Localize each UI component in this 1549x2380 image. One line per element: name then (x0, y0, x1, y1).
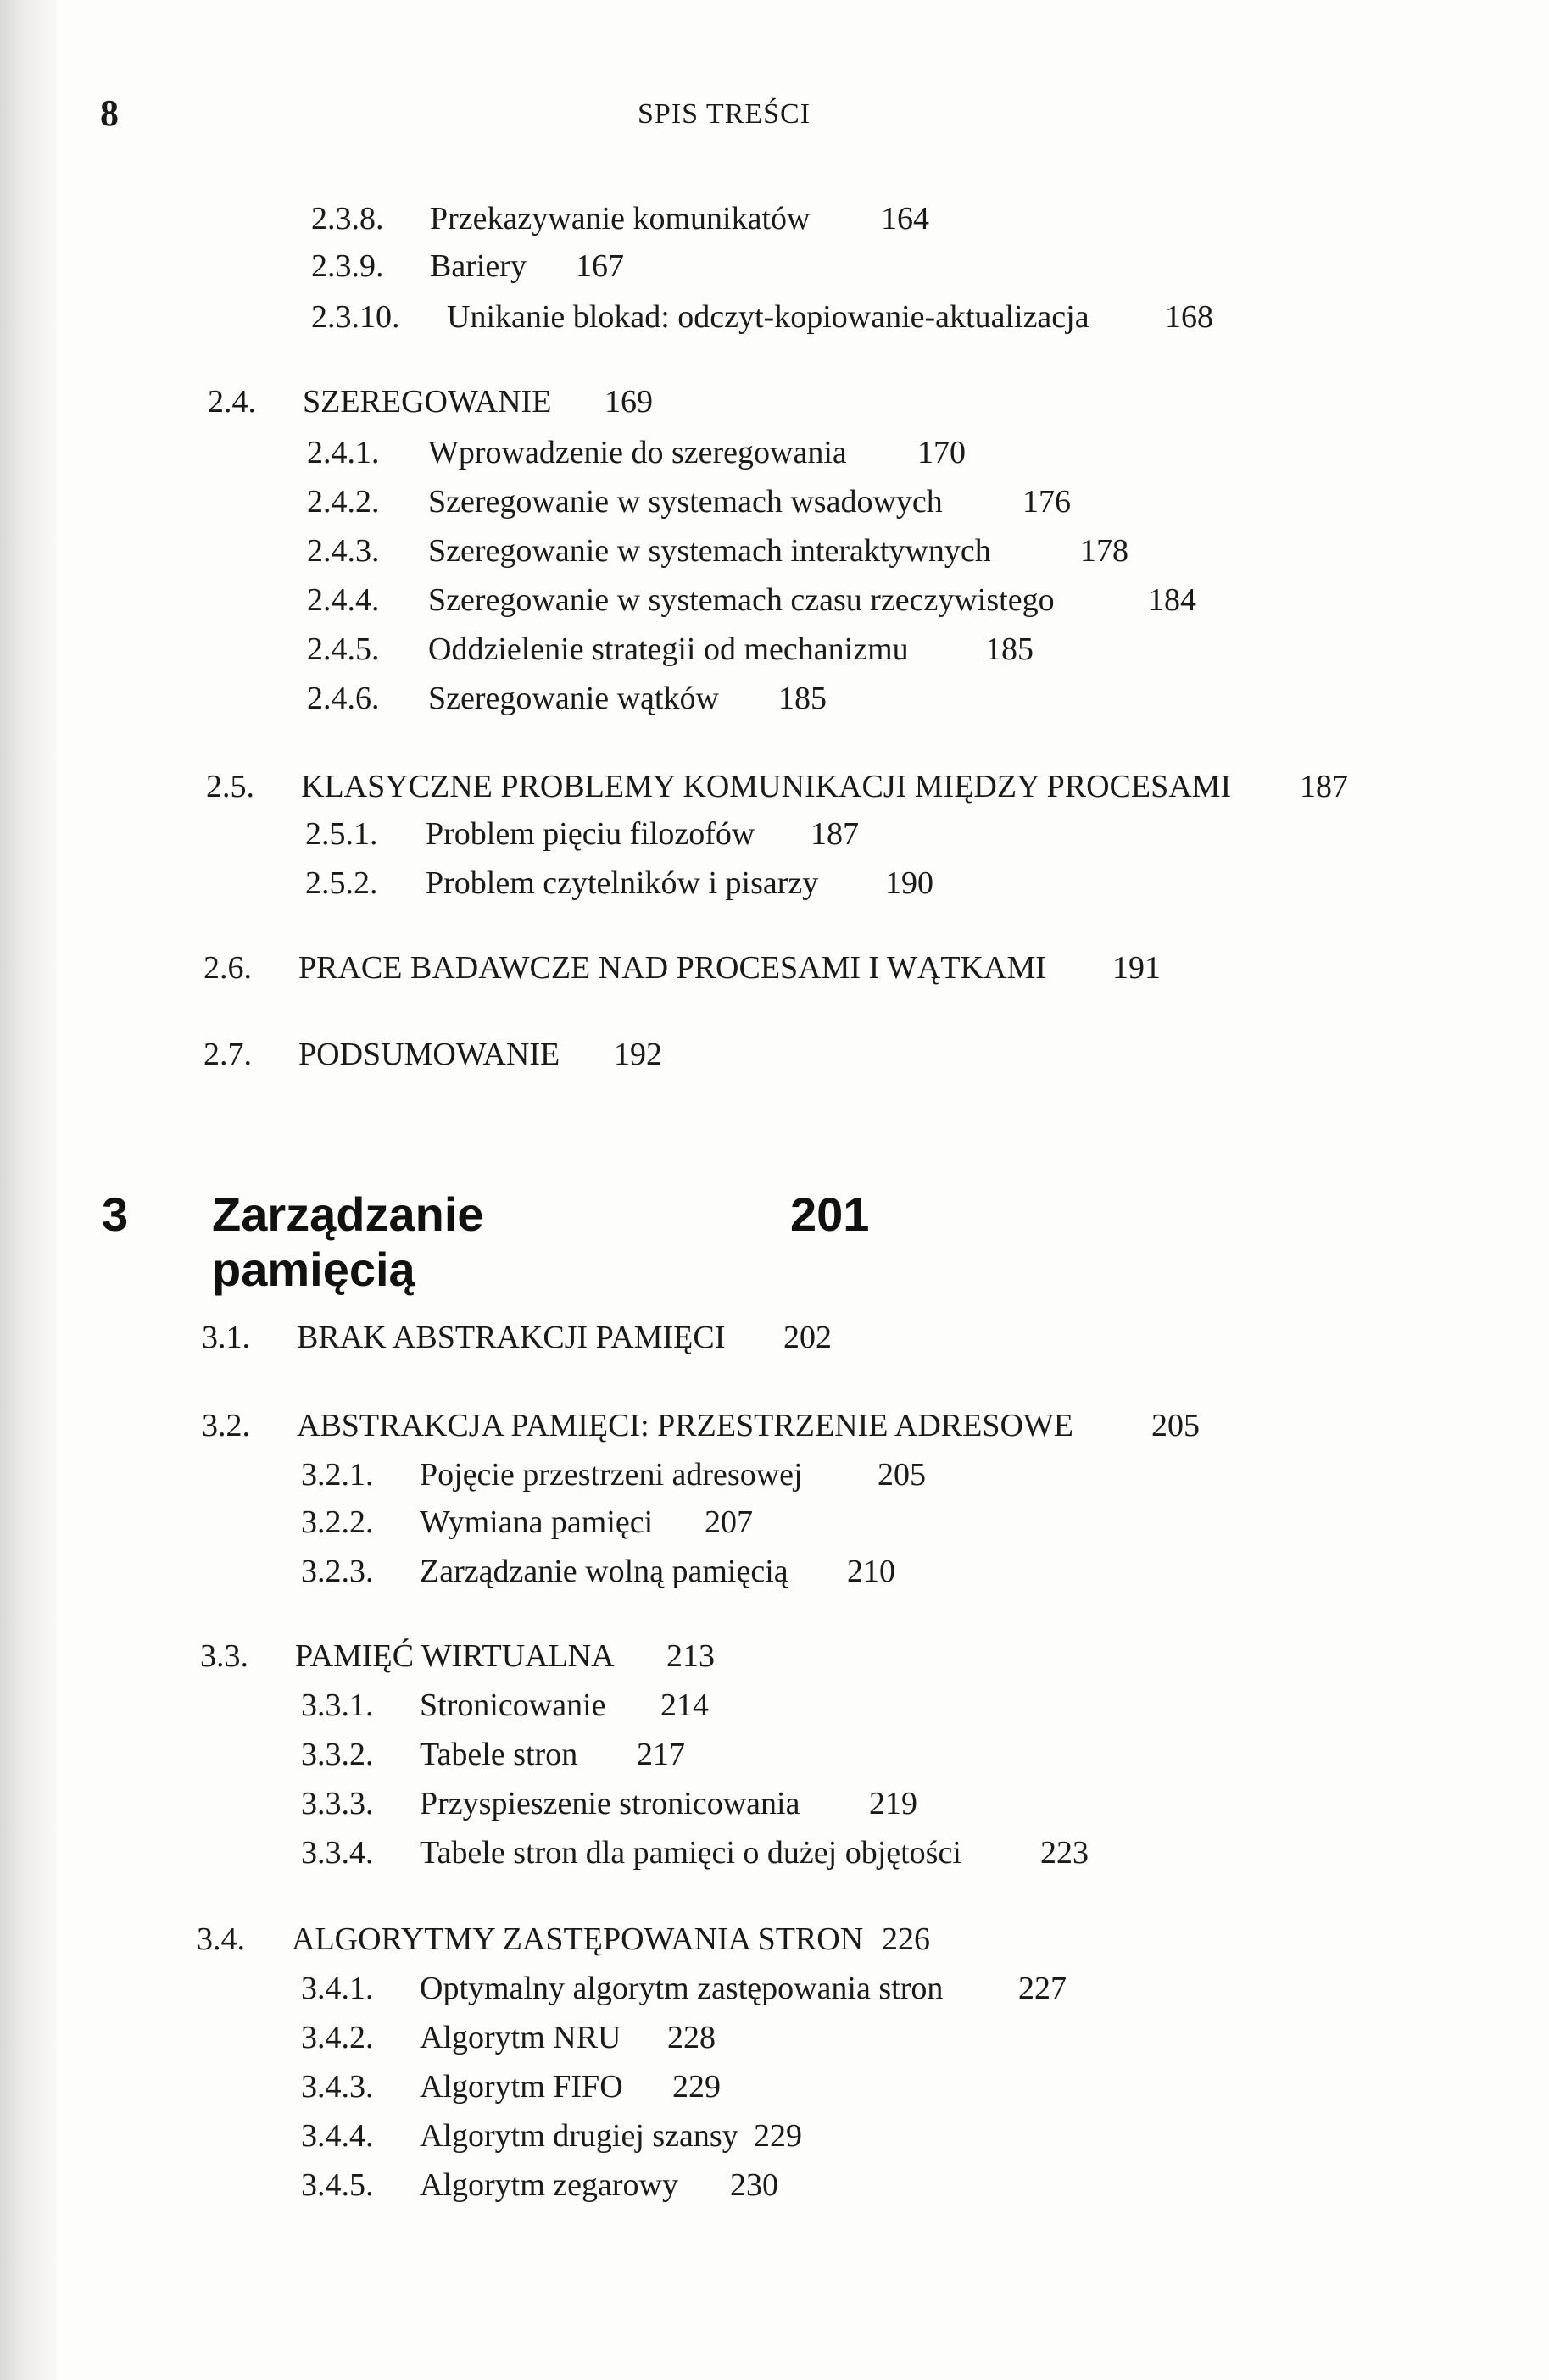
toc-entry-number: 2.4. (208, 384, 256, 420)
toc-entry-title: Optymalny algorytm zastępowania stron (420, 1971, 944, 2006)
toc-entry-page: 170 (917, 435, 966, 470)
toc-entry-title: Przekazywanie komunikatów (430, 201, 811, 236)
toc-entry-page: 229 (672, 2069, 721, 2105)
toc-entry-page: 191 (1112, 950, 1161, 986)
toc-entry-title: Problem pięciu filozofów (426, 816, 755, 852)
toc-entry-page: 210 (847, 1554, 895, 1589)
toc-entry-title: Bariery (430, 248, 527, 284)
toc-entry-title: Wymiana pamięci (420, 1504, 654, 1540)
toc-entry-title: PRACE BADAWCZE NAD PROCESAMI I WĄTKAMI (298, 950, 1046, 986)
toc-entry-page: 168 (1165, 299, 1213, 335)
toc-entry-page: 205 (878, 1457, 926, 1493)
toc-entry-number: 2.5.1. (305, 816, 378, 852)
toc-entry-number: 3.2.3. (301, 1554, 374, 1589)
toc-entry-title: Algorytm drugiej szansy (420, 2118, 738, 2154)
toc-entry-page: 185 (778, 681, 827, 716)
toc-entry-title: Przyspieszenie stronicowania (420, 1786, 800, 1821)
toc-entry-number: 2.5. (206, 769, 254, 804)
toc-entry-title: Oddzielenie strategii od mechanizmu (428, 631, 909, 667)
toc-entry-title: Pojęcie przestrzeni adresowej (420, 1457, 803, 1493)
toc-entry-page: 184 (1148, 582, 1196, 618)
toc-entry-page: 219 (869, 1786, 917, 1821)
toc-entry-number: 2.6. (203, 950, 252, 986)
toc-entry-number: 2.4.2. (307, 484, 380, 520)
toc-entry-title: Stronicowanie (420, 1688, 606, 1723)
toc-entry-number: 2.4.1. (307, 435, 380, 470)
toc-entry-page: 185 (985, 631, 1034, 667)
toc-entry-page: 164 (881, 201, 929, 236)
toc-entry-title: Szeregowanie w systemach czasu rzeczywistego (428, 582, 1055, 618)
page-number: 8 (100, 92, 119, 134)
toc-entry-number: 2.3.10. (311, 299, 400, 335)
toc-entry-number: 3.3.3. (301, 1786, 374, 1821)
toc-entry-number: 3.3.4. (301, 1835, 374, 1871)
toc-entry-title: Szeregowanie w systemach interaktywnych (428, 533, 991, 569)
toc-entry-title: PAMIĘĆ WIRTUALNA (295, 1638, 615, 1674)
toc-entry-number: 3.4. (197, 1921, 245, 1957)
toc-entry-page: 207 (705, 1504, 753, 1540)
toc-entry-title: Algorytm zegarowy (420, 2167, 678, 2203)
toc-entry-number: 3.1. (202, 1320, 250, 1355)
toc-entry-page: 190 (885, 865, 933, 901)
toc-entry-number: 3.2.1. (301, 1457, 374, 1493)
toc-entry-page: 192 (614, 1037, 662, 1072)
chapter-title: Zarządzanie pamięcią (212, 1187, 484, 1296)
toc-entry-page: 226 (882, 1921, 930, 1957)
toc-entry-number: 2.4.4. (307, 582, 380, 618)
toc-entry-page: 228 (667, 2020, 716, 2055)
toc-entry-number: 3.4.5. (301, 2167, 374, 2203)
toc-entry-number: 3.2. (202, 1408, 250, 1443)
toc-entry-page: 217 (637, 1737, 685, 1772)
toc-entry-number: 3.4.3. (301, 2069, 374, 2105)
running-header: SPIS TREŚCI (638, 98, 811, 130)
toc-entry-title: KLASYCZNE PROBLEMY KOMUNIKACJI MIĘDZY PROCESAMI (301, 769, 1232, 804)
toc-entry-title: ABSTRAKCJA PAMIĘCI: PRZESTRZENIE ADRESOWE (297, 1408, 1073, 1443)
toc-entry-number: 2.4.5. (307, 631, 380, 667)
toc-entry-page: 202 (783, 1320, 832, 1355)
toc-entry-page: 187 (811, 816, 859, 852)
toc-entry-number: 3.3.2. (301, 1737, 374, 1772)
toc-entry-page: 213 (666, 1638, 715, 1674)
toc-entry-number: 3.3.1. (301, 1688, 374, 1723)
toc-entry-page: 167 (576, 248, 624, 284)
toc-entry-title: PODSUMOWANIE (298, 1037, 560, 1072)
toc-entry-number: 2.5.2. (305, 865, 378, 901)
toc-entry-title: Wprowadzenie do szeregowania (428, 435, 847, 470)
toc-entry-number: 3.4.4. (301, 2118, 374, 2154)
toc-entry-number: 2.3.8. (311, 201, 384, 236)
toc-entry-page: 178 (1080, 533, 1128, 569)
toc-entry-title: Unikanie blokad: odczyt-kopiowanie-aktualizacja (447, 299, 1089, 335)
toc-entry-number: 3.4.2. (301, 2020, 374, 2055)
toc-entry-title: ALGORYTMY ZASTĘPOWANIA STRON (292, 1921, 864, 1957)
toc-entry-page: 223 (1040, 1835, 1089, 1871)
toc-entry-title: Problem czytelników i pisarzy (426, 865, 819, 901)
toc-entry-number: 2.3.9. (311, 248, 384, 284)
toc-entry-page: 227 (1018, 1971, 1067, 2006)
chapter-number: 3 (102, 1187, 129, 1241)
toc-entry-number: 3.4.1. (301, 1971, 374, 2006)
toc-entry-page: 230 (730, 2167, 778, 2203)
toc-entry-number: 3.2.2. (301, 1504, 374, 1540)
toc-entry-title: Szeregowanie wątków (428, 681, 719, 716)
toc-entry-page: 229 (754, 2118, 802, 2154)
toc-entry-number: 3.3. (200, 1638, 248, 1674)
toc-entry-title: BRAK ABSTRAKCJI PAMIĘCI (297, 1320, 726, 1355)
toc-entry-page: 214 (660, 1688, 709, 1723)
toc-entry-page: 205 (1151, 1408, 1200, 1443)
toc-entry-number: 2.4.6. (307, 681, 380, 716)
toc-entry-page: 187 (1300, 769, 1348, 804)
toc-entry-page: 176 (1022, 484, 1071, 520)
toc-entry-title: Szeregowanie w systemach wsadowych (428, 484, 943, 520)
toc-entry-title: Algorytm NRU (420, 2020, 621, 2055)
toc-entry-title: SZEREGOWANIE (303, 384, 552, 420)
toc-entry-title: Tabele stron dla pamięci o dużej objętości (420, 1835, 961, 1871)
toc-entry-title: Zarządzanie wolną pamięcią (420, 1554, 788, 1589)
toc-entry-number: 2.4.3. (307, 533, 380, 569)
toc-entry-title: Tabele stron (420, 1737, 578, 1772)
chapter-page: 201 (790, 1187, 870, 1241)
toc-entry-page: 169 (605, 384, 653, 420)
toc-entry-number: 2.7. (203, 1037, 252, 1072)
toc-entry-title: Algorytm FIFO (420, 2069, 623, 2105)
